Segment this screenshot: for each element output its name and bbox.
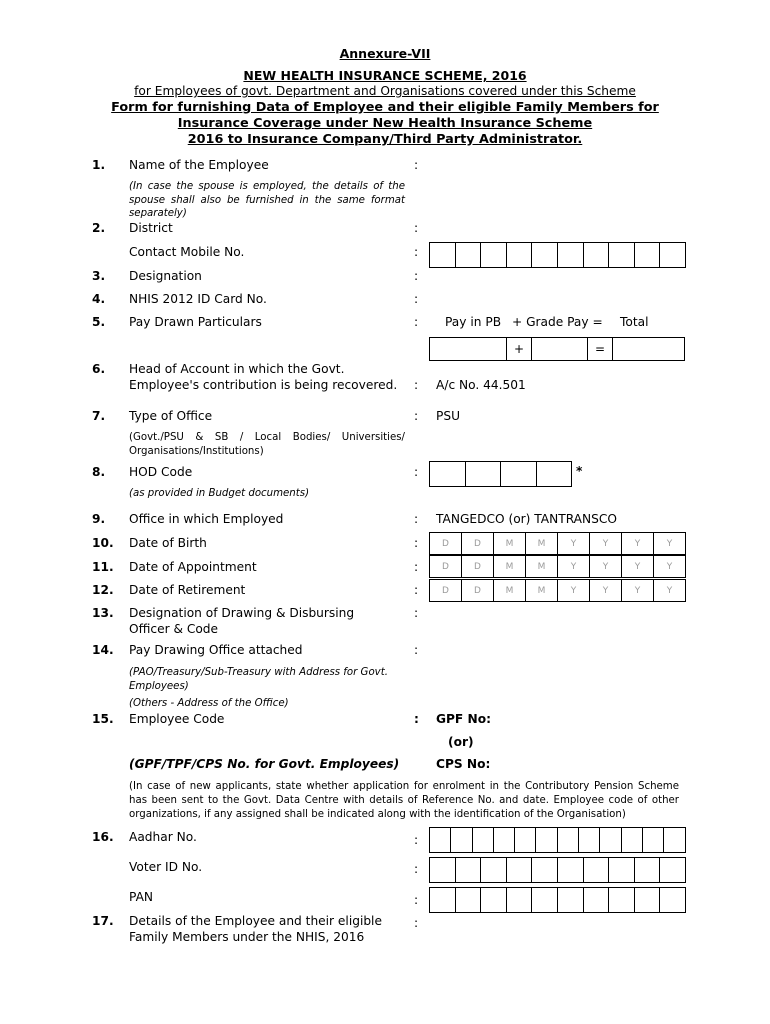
digit-box[interactable] (456, 242, 482, 268)
digit-box[interactable] (456, 887, 482, 913)
date-digit-box[interactable]: D (430, 532, 462, 555)
date-digit-box[interactable]: Y (590, 579, 622, 602)
item-number: 7. (92, 409, 106, 423)
date-digit-box[interactable]: M (526, 555, 558, 578)
pan-label: PAN (129, 890, 154, 904)
date-digit-box[interactable]: Y (622, 532, 654, 555)
digit-box[interactable] (664, 827, 685, 853)
date-digit-box[interactable]: M (494, 555, 526, 578)
form-title-line-2: Insurance Coverage under New Health Insurance Scheme (177, 116, 593, 131)
office-employed-value: TANGEDCO (or) TANTRANSCO (436, 512, 617, 526)
nhis-card-label: NHIS 2012 ID Card No. (129, 292, 267, 306)
digit-box[interactable] (456, 857, 482, 883)
new-applicant-note: (In case of new applicants, state whether application for enrolment in the Contributory Pension Scheme has been sent to the Govt. Data Centre with details of Reference No. and date. Employee code of other organizations, if any assigned shall be indicated along with the identification of the Organisation) (129, 781, 679, 820)
account-number-value: A/c No. 44.501 (436, 378, 526, 392)
digit-box[interactable] (532, 242, 558, 268)
ddo-designation-label-1: Designation of Drawing & Disbursing (129, 606, 355, 620)
family-details-label-2: Family Members under the NHIS, 2016 (129, 930, 365, 944)
colon: : (414, 158, 419, 172)
date-of-retirement-label: Date of Retirement (129, 583, 246, 597)
colon: : (414, 465, 419, 479)
office-type-note: (Govt./PSU & SB / Local Bodies/ Universities/ Organisations/Institutions) (129, 432, 405, 457)
digit-box[interactable] (584, 887, 610, 913)
pay-office-note-1: (PAO/Treasury/Sub-Treasury with Address for Govt. Employees) (129, 667, 388, 692)
designation-label: Designation (129, 269, 202, 283)
digit-box[interactable] (532, 857, 558, 883)
family-details-label-1: Details of the Employee and their eligible (129, 914, 382, 928)
item-number: 8. (92, 465, 106, 479)
digit-box[interactable] (481, 857, 507, 883)
item-number: 6. (92, 362, 106, 376)
date-digit-box[interactable]: D (430, 579, 462, 602)
item-number: 14. (92, 643, 114, 657)
digit-box[interactable] (430, 887, 456, 913)
pay-particulars-box[interactable] (429, 337, 685, 361)
item-number: 3. (92, 269, 106, 283)
date-digit-box[interactable]: D (462, 555, 494, 578)
total-field[interactable] (613, 338, 684, 360)
digit-box[interactable] (481, 242, 507, 268)
colon: : (414, 292, 419, 306)
item-number: 15. (92, 712, 114, 726)
cps-no-label: CPS No: (436, 757, 491, 771)
type-of-office-value: PSU (436, 409, 461, 423)
digit-box[interactable] (507, 857, 533, 883)
date-digit-box[interactable]: D (462, 532, 494, 555)
form-title-line-1: Form for furnishing Data of Employee and their eligible Family Members for (111, 100, 659, 115)
district-label: District (129, 221, 173, 235)
colon: : (414, 269, 419, 283)
colon: : (414, 378, 419, 392)
voter-id-label: Voter ID No. (129, 860, 203, 874)
digit-box[interactable] (660, 857, 686, 883)
spouse-note: (In case the spouse is employed, the details of the spouse shall also be furnished in the same format separately) (129, 181, 405, 219)
digit-box[interactable] (430, 461, 466, 487)
equals-sign: = (588, 338, 613, 360)
colon: : (414, 409, 419, 423)
or-label: (or) (448, 735, 474, 749)
digit-box[interactable] (532, 887, 558, 913)
item-number: 5. (92, 315, 106, 329)
hod-code-boxes[interactable] (429, 461, 572, 487)
form-title-line-3: 2016 to Insurance Company/Third Party Administrator. (187, 132, 583, 147)
digit-box[interactable] (558, 857, 584, 883)
mobile-label: Contact Mobile No. (129, 245, 245, 259)
digit-box[interactable] (558, 827, 579, 853)
digit-box[interactable] (430, 242, 456, 268)
digit-box[interactable] (507, 887, 533, 913)
aadhar-label: Aadhar No. (129, 830, 197, 844)
gpf-no-label: GPF No: (436, 712, 491, 726)
date-digit-box[interactable]: Y (654, 579, 686, 602)
type-of-office-label: Type of Office (129, 409, 213, 423)
scheme-scope: for Employees of govt. Department and Organisations covered under this Scheme (134, 84, 636, 98)
colon: : (414, 560, 419, 574)
date-digit-box[interactable]: M (526, 532, 558, 555)
digit-box[interactable] (537, 461, 573, 487)
item-number: 16. (92, 830, 114, 844)
item-number: 1. (92, 158, 106, 172)
digit-box[interactable] (501, 461, 537, 487)
date-digit-box[interactable]: D (462, 579, 494, 602)
digit-box[interactable] (635, 857, 661, 883)
aadhar-number-boxes[interactable] (429, 827, 686, 853)
digit-box[interactable] (609, 887, 635, 913)
digit-box[interactable] (584, 242, 610, 268)
hod-code-label: HOD Code (129, 465, 193, 479)
ddo-designation-label-2: Officer & Code (129, 622, 219, 636)
grade-pay-label: + Grade Pay = (512, 315, 603, 329)
date-of-appointment-boxes[interactable] (429, 555, 686, 578)
date-digit-box[interactable]: Y (622, 579, 654, 602)
digit-box[interactable] (507, 242, 533, 268)
date-digit-box[interactable]: Y (590, 532, 622, 555)
digit-box[interactable] (466, 461, 502, 487)
digit-box[interactable] (536, 827, 557, 853)
digit-box[interactable] (494, 827, 515, 853)
digit-box[interactable] (600, 827, 621, 853)
digit-box[interactable] (430, 857, 456, 883)
voter-id-boxes[interactable] (429, 857, 686, 883)
digit-box[interactable] (451, 827, 472, 853)
date-digit-box[interactable]: Y (590, 555, 622, 578)
digit-box[interactable] (635, 242, 661, 268)
date-of-retirement-boxes[interactable] (429, 579, 686, 602)
employee-code-label: Employee Code (129, 712, 225, 726)
date-of-birth-boxes[interactable] (429, 532, 686, 555)
colon: : (414, 315, 419, 329)
office-employed-label: Office in which Employed (129, 512, 284, 526)
date-digit-box[interactable]: Y (558, 579, 590, 602)
employee-name-label: Name of the Employee (129, 158, 269, 172)
digit-box[interactable] (515, 827, 536, 853)
digit-box[interactable] (660, 242, 686, 268)
plus-sign: + (507, 338, 532, 360)
annexure-label: Annexure-VII (339, 46, 431, 61)
colon: : (414, 606, 419, 620)
head-of-account-label-1: Head of Account in which the Govt. (129, 362, 345, 376)
date-digit-box[interactable]: M (494, 532, 526, 555)
digit-box[interactable] (609, 857, 635, 883)
colon: : (414, 583, 419, 597)
pay-drawing-office-label: Pay Drawing Office attached (129, 643, 303, 657)
colon: : (414, 862, 419, 876)
digit-box[interactable] (643, 827, 664, 853)
colon: : (414, 512, 419, 526)
date-digit-box[interactable]: Y (558, 532, 590, 555)
item-number: 9. (92, 512, 106, 526)
date-digit-box[interactable]: Y (654, 555, 686, 578)
scheme-title: NEW HEALTH INSURANCE SCHEME, 2016 (243, 68, 527, 83)
colon: : (414, 643, 419, 657)
colon: : (414, 833, 419, 847)
asterisk-mark: * (576, 464, 583, 478)
date-of-appointment-label: Date of Appointment (129, 560, 257, 574)
item-number: 17. (92, 914, 114, 928)
pay-drawn-label: Pay Drawn Particulars (129, 315, 262, 329)
digit-box[interactable] (558, 887, 584, 913)
date-digit-box[interactable]: Y (654, 532, 686, 555)
colon: : (414, 536, 419, 550)
digit-box[interactable] (609, 242, 635, 268)
pay-in-pb-field[interactable] (430, 338, 507, 360)
digit-box[interactable] (584, 857, 610, 883)
item-number: 10. (92, 536, 114, 550)
colon: : (414, 221, 419, 235)
date-digit-box[interactable]: Y (622, 555, 654, 578)
date-digit-box[interactable]: M (494, 579, 526, 602)
colon: : (414, 712, 419, 726)
item-number: 12. (92, 583, 114, 597)
colon: : (414, 893, 419, 907)
digit-box[interactable] (558, 242, 584, 268)
mobile-number-boxes[interactable] (429, 242, 686, 268)
digit-box[interactable] (622, 827, 643, 853)
colon: : (414, 245, 419, 259)
pay-office-note-2: (Others - Address of the Office) (129, 698, 289, 709)
item-number: 4. (92, 292, 106, 306)
item-number: 13. (92, 606, 114, 620)
date-digit-box[interactable]: Y (558, 555, 590, 578)
total-label: Total (620, 315, 649, 329)
date-digit-box[interactable]: D (430, 555, 462, 578)
date-digit-box[interactable]: M (526, 579, 558, 602)
colon: : (414, 916, 419, 930)
date-of-birth-label: Date of Birth (129, 536, 207, 550)
digit-box[interactable] (579, 827, 600, 853)
digit-box[interactable] (481, 887, 507, 913)
item-number: 2. (92, 221, 106, 235)
head-of-account-label-2: Employee's contribution is being recovered. (129, 378, 398, 392)
digit-box[interactable] (660, 887, 686, 913)
pay-in-pb-label: Pay in PB (445, 315, 502, 329)
grade-pay-field[interactable] (532, 338, 588, 360)
digit-box[interactable] (430, 827, 451, 853)
pan-boxes[interactable] (429, 887, 686, 913)
item-number: 11. (92, 560, 114, 574)
hod-code-note: (as provided in Budget documents) (129, 488, 310, 499)
digit-box[interactable] (473, 827, 494, 853)
gpf-tpf-cps-label: (GPF/TPF/CPS No. for Govt. Employees) (129, 757, 400, 771)
digit-box[interactable] (635, 887, 661, 913)
